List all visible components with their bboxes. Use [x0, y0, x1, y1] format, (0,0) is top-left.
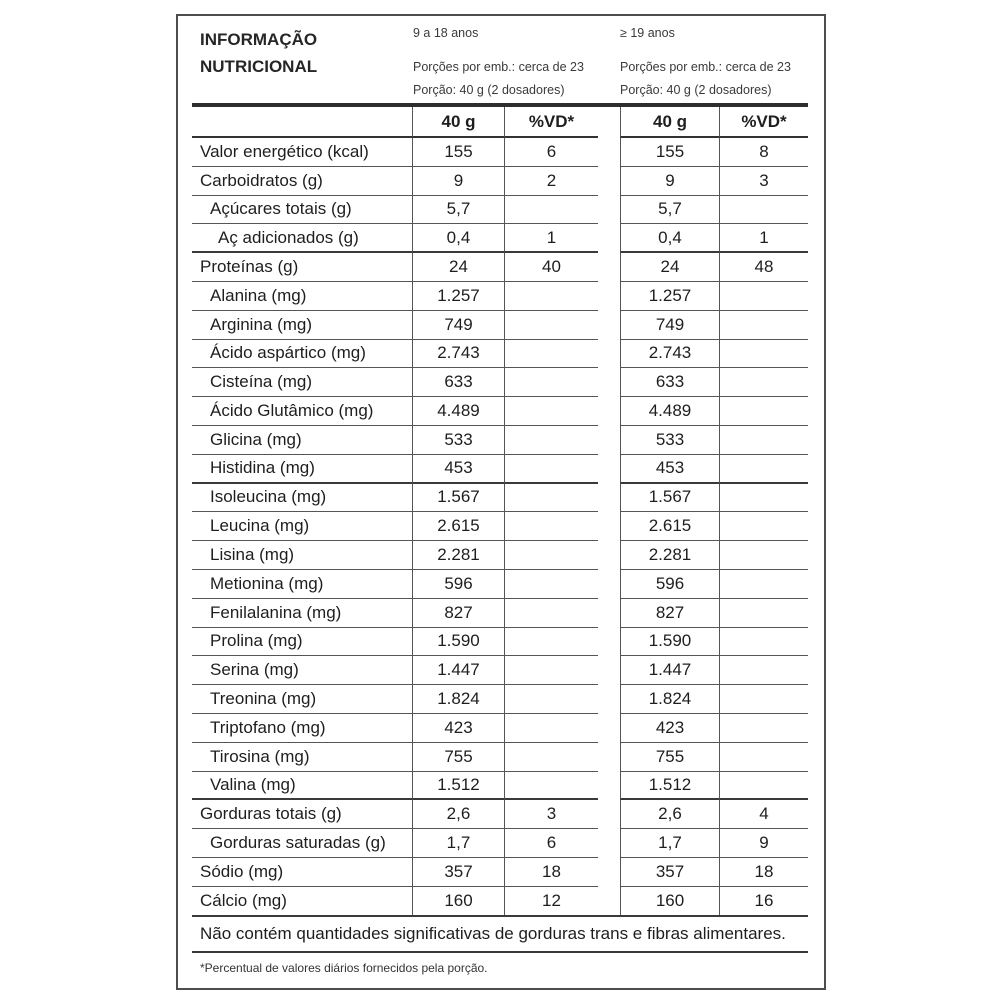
group1-amount-value: 1.824	[413, 685, 505, 714]
group1-dv-value	[505, 368, 598, 397]
nutrient-label: Histidina (mg)	[192, 455, 413, 484]
group2-dv-value: 8	[720, 138, 808, 167]
nutrient-label: Gorduras totais (g)	[192, 800, 413, 829]
nutrient-label: Ácido Glutâmico (mg)	[192, 397, 413, 426]
group-gap	[598, 253, 620, 282]
group1-dv-value: 3	[505, 800, 598, 829]
group2-dv-value	[720, 512, 808, 541]
group1-amount-value: 1.257	[413, 282, 505, 311]
nutrient-row	[192, 368, 808, 397]
group-gap	[598, 887, 620, 916]
nutrient-label: Cálcio (mg)	[192, 887, 413, 916]
trans-fat-fiber-note: Não contém quantidades significativas de gorduras trans e fibras alimentares.	[192, 915, 808, 953]
nutrient-row	[192, 455, 808, 484]
group1-amount-value: 596	[413, 570, 505, 599]
nutrient-row	[192, 340, 808, 369]
group2-amount-value: 5,7	[620, 196, 720, 225]
group2-dv-value: 4	[720, 800, 808, 829]
group2-amount-value: 633	[620, 368, 720, 397]
nutrient-label: Sódio (mg)	[192, 858, 413, 887]
nutrient-label: Triptofano (mg)	[192, 714, 413, 743]
nutrient-label: Valor energético (kcal)	[192, 138, 413, 167]
group2-dv-value	[720, 743, 808, 772]
nutrient-row	[192, 253, 808, 282]
group2-dv-value: 9	[720, 829, 808, 858]
group-gap	[598, 311, 620, 340]
group1-amount-value: 2.615	[413, 512, 505, 541]
group2-amount-value: 2,6	[620, 800, 720, 829]
group2-amount-value: 1.824	[620, 685, 720, 714]
nutrient-row	[192, 196, 808, 225]
group1-dv-value	[505, 743, 598, 772]
group2-amount-value: 2.615	[620, 512, 720, 541]
group1-amount-value: 357	[413, 858, 505, 887]
group1-amount-value: 1.512	[413, 772, 505, 801]
group2-amount-value: 423	[620, 714, 720, 743]
group2-amount-value: 160	[620, 887, 720, 916]
nutrient-label: Serina (mg)	[192, 656, 413, 685]
group1-amount-value: 453	[413, 455, 505, 484]
nutrient-label: Tirosina (mg)	[192, 743, 413, 772]
group-gap	[598, 138, 620, 167]
group1-dv-value	[505, 340, 598, 369]
group1-dv-value: 18	[505, 858, 598, 887]
group2-dv-value: 48	[720, 253, 808, 282]
nutrient-rows	[192, 138, 808, 916]
nutrient-label: Alanina (mg)	[192, 282, 413, 311]
group2-dv-value	[720, 340, 808, 369]
group1-servings-per-package: Porções por emb.: cerca de 23	[413, 60, 584, 74]
group2-dv-header: %VD*	[720, 107, 808, 138]
group1-amount-value: 749	[413, 311, 505, 340]
group2-dv-value	[720, 455, 808, 484]
group1-amount-value: 2.743	[413, 340, 505, 369]
group-gap	[598, 541, 620, 570]
group2-dv-value: 16	[754, 891, 774, 911]
group1-amount-value: 1.567	[413, 484, 505, 513]
nutrient-row	[192, 541, 808, 570]
group-gap	[598, 743, 620, 772]
group1-age-range: 9 a 18 anos	[413, 26, 479, 40]
group2-dv-value	[720, 772, 808, 801]
group1-dv-value	[505, 311, 598, 340]
nutrient-row	[192, 772, 808, 801]
nutrient-row	[192, 224, 808, 253]
group2-amount-value: 0,4	[620, 224, 720, 253]
nutrient-label: Cisteína (mg)	[192, 368, 413, 397]
group1-amount-value: 1.447	[413, 656, 505, 685]
group1-dv-value	[505, 628, 598, 657]
group1-amount-value: 827	[413, 599, 505, 628]
group1-dv-value: 40	[505, 253, 598, 282]
nutrient-label: Lisina (mg)	[192, 541, 413, 570]
nutrient-label: Proteínas (g)	[192, 253, 413, 282]
group1-amount-value: 9	[413, 167, 505, 196]
nutrient-label: Treonina (mg)	[192, 685, 413, 714]
group2-amount-header: 40 g	[620, 107, 720, 138]
group1-amount-value: 2.281	[413, 541, 505, 570]
group2-amount-value: 1.257	[620, 282, 720, 311]
group2-dv-value	[720, 397, 808, 426]
group2-amount-value: 2.743	[620, 340, 720, 369]
group-gap	[598, 858, 620, 887]
group1-dv-value	[505, 656, 598, 685]
group1-dv-value	[505, 397, 598, 426]
nutrient-row	[192, 743, 808, 772]
group1-amount-value: 755	[413, 743, 505, 772]
nutrient-row	[192, 887, 808, 916]
group-gap	[598, 167, 620, 196]
nutrient-label: Valina (mg)	[192, 772, 413, 801]
group-gap	[598, 570, 620, 599]
group2-dv-value	[720, 196, 808, 225]
group2-amount-value: 755	[620, 743, 720, 772]
group2-dv-value	[720, 570, 808, 599]
group1-amount-value: 0,4	[413, 224, 505, 253]
group1-dv-value	[505, 455, 598, 484]
group1-amount-value: 1.590	[413, 628, 505, 657]
group-gap	[598, 685, 620, 714]
group-gap	[598, 484, 620, 513]
group-gap	[598, 599, 620, 628]
nutrient-label: Carboidratos (g)	[192, 167, 413, 196]
group2-age-range: ≥ 19 anos	[620, 26, 675, 40]
group1-amount-value: 1,7	[413, 829, 505, 858]
nutrient-label: Fenilalanina (mg)	[192, 599, 413, 628]
group2-dv-value	[720, 311, 808, 340]
group1-amount-value: 155	[413, 138, 505, 167]
group1-amount-value: 4.489	[413, 397, 505, 426]
group2-dv-value	[720, 368, 808, 397]
group2-dv-value	[720, 685, 808, 714]
group-gap	[598, 107, 620, 138]
group1-dv-value: 2	[505, 167, 598, 196]
nutrient-row	[192, 167, 808, 196]
nutrient-label: Arginina (mg)	[192, 311, 413, 340]
group-gap	[598, 426, 620, 455]
group1-dv-value: 6	[505, 829, 598, 858]
group2-amount-value: 1.590	[620, 628, 720, 657]
group1-dv-value	[505, 196, 598, 225]
group2-dv-value	[720, 541, 808, 570]
nutrient-row	[192, 829, 808, 858]
group-gap	[598, 512, 620, 541]
group-gap	[598, 368, 620, 397]
group2-portion: Porção: 40 g (2 dosadores)	[620, 83, 772, 97]
nutrient-row	[192, 714, 808, 743]
group1-dv-value	[505, 714, 598, 743]
group2-amount-value: 9	[620, 167, 720, 196]
nutrient-label: Ácido aspártico (mg)	[192, 340, 413, 369]
nutrient-row	[192, 484, 808, 513]
column-header-row	[192, 107, 808, 138]
group-gap	[598, 656, 620, 685]
group2-amount-value: 1.512	[620, 772, 720, 801]
group2-dv-value	[720, 426, 808, 455]
group2-amount-value: 4.489	[620, 397, 720, 426]
nutrient-label: Glicina (mg)	[192, 426, 413, 455]
group1-dv-value	[505, 685, 598, 714]
group2-amount-value: 827	[620, 599, 720, 628]
group2-dv-value: 1	[720, 224, 808, 253]
group2-amount-value: 1.447	[620, 656, 720, 685]
group2-amount-value: 596	[620, 570, 720, 599]
group-gap	[598, 772, 620, 801]
group2-amount-value: 357	[620, 858, 720, 887]
group1-dv-value	[505, 426, 598, 455]
group-gap	[598, 714, 620, 743]
group2-amount-value: 533	[620, 426, 720, 455]
group1-amount-value: 160	[413, 887, 505, 916]
group2-dv-value	[720, 282, 808, 311]
group1-amount-value: 533	[413, 426, 505, 455]
group2-dv-value	[720, 599, 808, 628]
group2-amount-value: 155	[620, 138, 720, 167]
nutrient-label: Aç adicionados (g)	[192, 224, 413, 253]
nutrient-row	[192, 628, 808, 657]
group-gap	[598, 340, 620, 369]
group1-amount-value: 423	[413, 714, 505, 743]
group-gap	[598, 800, 620, 829]
group2-amount-value: 1.567	[620, 484, 720, 513]
group1-dv-value	[505, 772, 598, 801]
group1-dv-value	[505, 570, 598, 599]
group-gap	[598, 628, 620, 657]
group2-dv-value	[720, 484, 808, 513]
group1-dv-value: 1	[505, 224, 598, 253]
nutrient-row	[192, 282, 808, 311]
group2-dv-value	[720, 656, 808, 685]
group2-amount-value: 749	[620, 311, 720, 340]
group1-dv-value	[505, 484, 598, 513]
group2-amount-value: 453	[620, 455, 720, 484]
group-gap	[598, 397, 620, 426]
nutrition-title-line1: INFORMAÇÃO	[200, 30, 318, 49]
group-gap	[598, 196, 620, 225]
nutrition-title-line2: NUTRICIONAL	[200, 57, 318, 76]
group1-amount-value: 2,6	[413, 800, 505, 829]
nutrient-label: Gorduras saturadas (g)	[192, 829, 413, 858]
nutrient-label: Leucina (mg)	[192, 512, 413, 541]
group1-portion: Porção: 40 g (2 dosadores)	[413, 83, 565, 97]
nutrient-label: Prolina (mg)	[192, 628, 413, 657]
group2-dv-value: 3	[720, 167, 808, 196]
nutrient-label: Isoleucina (mg)	[192, 484, 413, 513]
group1-amount-value: 24	[413, 253, 505, 282]
nutrient-column-header	[192, 107, 413, 138]
nutrient-row	[192, 397, 808, 426]
group1-dv-value	[505, 599, 598, 628]
nutrient-row	[192, 570, 808, 599]
nutrition-table	[192, 107, 808, 916]
nutrient-row	[192, 656, 808, 685]
group2-amount-value: 2.281	[620, 541, 720, 570]
group1-dv-value: 6	[505, 138, 598, 167]
daily-value-footnote: *Percentual de valores diários fornecidos pela porção.	[200, 961, 488, 975]
group1-dv-value: 12	[542, 891, 561, 911]
group1-amount-value: 5,7	[413, 196, 505, 225]
nutrient-row	[192, 138, 808, 167]
group2-dv-value: 18	[720, 858, 808, 887]
group1-amount-value: 633	[413, 368, 505, 397]
group2-amount-value: 1,7	[620, 829, 720, 858]
group-gap	[598, 829, 620, 858]
nutrient-row	[192, 426, 808, 455]
nutrient-label: Açúcares totais (g)	[192, 196, 413, 225]
nutrient-row	[192, 685, 808, 714]
group1-dv-header: %VD*	[505, 107, 598, 138]
nutrient-row	[192, 858, 808, 887]
nutrient-row	[192, 800, 808, 829]
group1-amount-header: 40 g	[413, 107, 505, 138]
group2-servings-per-package: Porções por emb.: cerca de 23	[620, 60, 791, 74]
nutrient-row	[192, 512, 808, 541]
group2-amount-value: 24	[620, 253, 720, 282]
group2-dv-value	[720, 714, 808, 743]
nutrient-row	[192, 311, 808, 340]
nutrient-label: Metionina (mg)	[192, 570, 413, 599]
nutrient-row	[192, 599, 808, 628]
group1-dv-value	[505, 282, 598, 311]
group-gap	[598, 224, 620, 253]
group-gap	[598, 455, 620, 484]
group1-dv-value	[505, 512, 598, 541]
group-gap	[598, 282, 620, 311]
group1-dv-value	[505, 541, 598, 570]
group2-dv-value	[720, 628, 808, 657]
